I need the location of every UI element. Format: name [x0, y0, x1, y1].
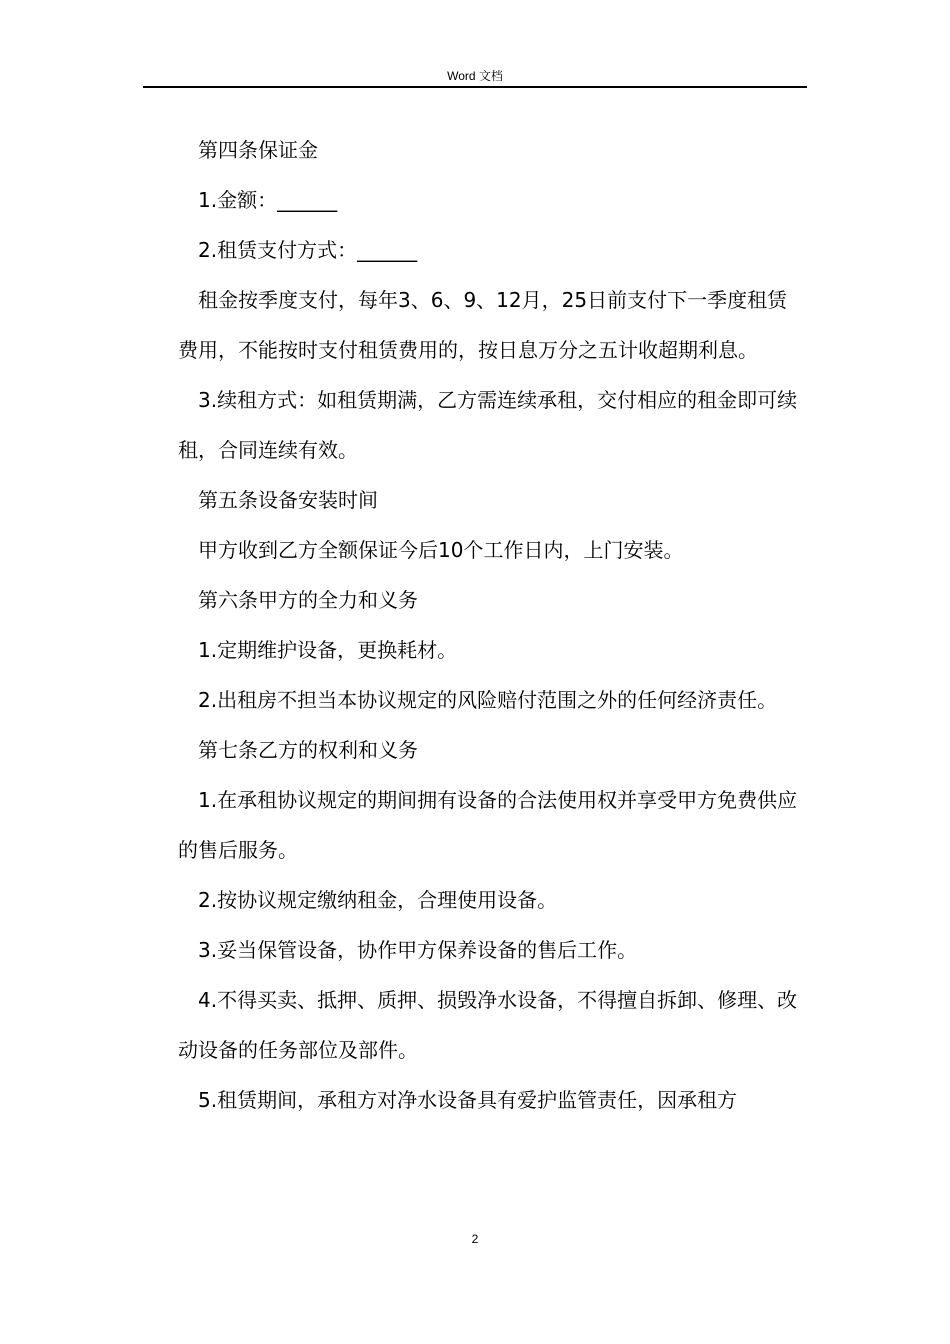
- paragraph: 甲方收到乙方全额保证今后10个工作日内，上门安装。: [198, 538, 684, 562]
- page-header: Word 文档: [447, 69, 503, 83]
- paragraph: 租金按季度支付，每年3、6、9、12月，25日前支付下一季度租赁费用，不能按时支付租赁费用的，按日息万分之五计收超期利息。: [178, 288, 788, 362]
- paragraph: 2.按协议规定缴纳租金，合理使用设备。: [198, 888, 558, 912]
- paragraph: 1.定期维护设备，更换耗材。: [198, 638, 458, 662]
- section-title: 第七条乙方的权利和义务: [198, 738, 418, 762]
- paragraph: 4.不得买卖、抵押、质押、损毁净水设备，不得擅自拆卸、修理、改动设备的任务部位及部件。: [178, 988, 798, 1062]
- paragraph: 3.续租方式：如租赁期满，乙方需连续承租，交付相应的租金即可续租，合同连续有效。: [178, 388, 798, 462]
- page-number: 2: [471, 1232, 479, 1246]
- header-divider: [143, 86, 807, 88]
- section-title: 第四条保证金: [198, 138, 318, 162]
- document-body: [178, 125, 804, 1125]
- paragraph: 3.妥当保管设备，协作甲方保养设备的售后工作。: [198, 938, 638, 962]
- paragraph: 2.租赁支付方式：______: [198, 238, 418, 262]
- section-title: 第五条设备安装时间: [198, 488, 378, 512]
- paragraph: 2.出租房不担当本协议规定的风险赔付范围之外的任何经济责任。: [198, 688, 778, 712]
- section-title: 第六条甲方的全力和义务: [198, 588, 418, 612]
- paragraph: 5.租赁期间，承租方对净水设备具有爱护监管责任，因承租方: [198, 1088, 738, 1112]
- paragraph: 1.金额：______: [198, 188, 338, 212]
- paragraph: 1.在承租协议规定的期间拥有设备的合法使用权并享受甲方免费供应的售后服务。: [178, 788, 798, 862]
